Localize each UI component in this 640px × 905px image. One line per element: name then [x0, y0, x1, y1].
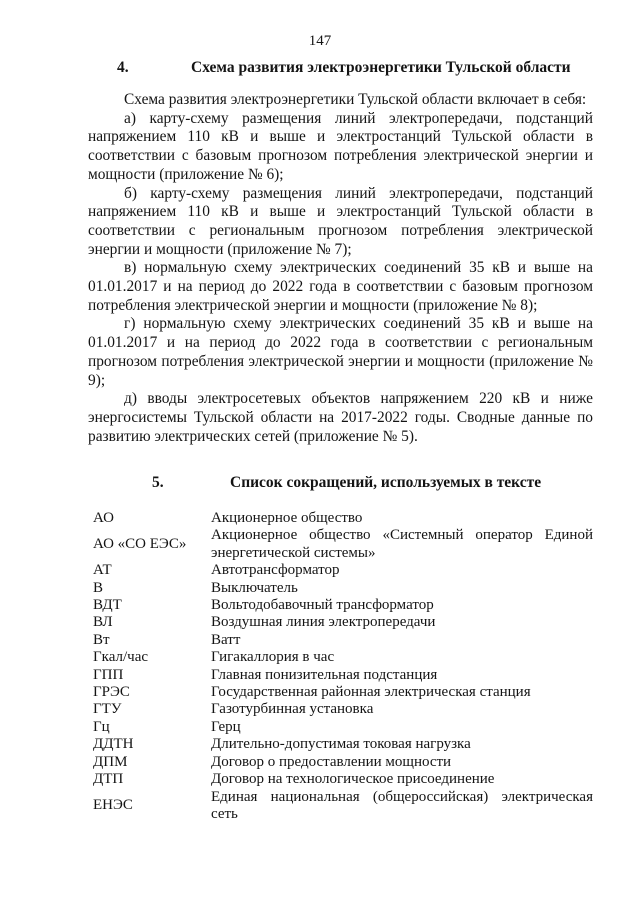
abbreviation: ДПМ: [93, 753, 128, 770]
abbreviation-description: Газотурбинная установка: [211, 701, 374, 718]
section-5-title: Список сокращений, используемых в тексте: [230, 474, 542, 491]
paragraph-item-a: а) карту-схему размещения линий электропередачи, подстанций напряжением 110 кВ и выше и электростанций Тульской области в соответствии с базовым прогнозом потребления электрической энергии и мощности (приложение № 6);: [88, 109, 593, 183]
abbreviation: ВЛ: [93, 614, 113, 631]
abbreviation-description: Единая национальная (общероссийская) электрическая сеть: [211, 788, 593, 822]
abbreviation: ЕНЭС: [93, 797, 133, 814]
abbreviation: ГТУ: [93, 701, 122, 718]
table-row: [93, 771, 593, 788]
table-row: [93, 510, 593, 527]
abbreviation-description: Автотрансформатор: [211, 562, 340, 579]
table-row: [93, 597, 593, 614]
table-row: [93, 701, 593, 718]
table-row: [93, 632, 593, 649]
abbreviation: Гкал/час: [93, 649, 149, 666]
abbreviation-description: Акционерное общество: [211, 510, 363, 526]
section-4-body: [88, 91, 593, 446]
paragraph-item-b: б) карту-схему размещения линий электропередачи, подстанций напряжением 110 кВ и выше и электростанций Тульской области в соответствии с региональным прогнозом потребления электрической энергии и мощности (приложение № 7);: [88, 184, 593, 258]
paragraph-item-d: д) вводы электросетевых объектов напряжением 220 кВ и ниже энергосистемы Тульской области на 2017-2022 годы. Сводные данные по развитию электрических сетей (приложение № 5).: [88, 390, 593, 445]
abbreviation-description: Вольтодобавочный трансформатор: [211, 597, 434, 614]
abbreviation-description: Ватт: [211, 631, 241, 648]
table-row: [93, 719, 593, 736]
table-row: [93, 614, 593, 631]
paragraph-intro: Схема развития электроэнергетики Тульской области включает в себя:: [124, 91, 587, 108]
table-row: [93, 736, 593, 753]
table-row: [93, 667, 593, 684]
abbreviation-description: Договор на технологическое присоединение: [211, 771, 495, 788]
paragraph-item-g: г) нормальную схему электрических соединений 35 кВ и выше на 01.01.2017 и на период до 2022 года в соответствии с региональным прогнозом потребления электрической энергии и мощности (приложение № 9);: [88, 315, 593, 389]
abbreviation: ДТП: [93, 771, 124, 788]
abbreviation-description: Воздушная линия электропередачи: [211, 614, 436, 631]
table-row: [93, 649, 593, 666]
section-4-title: Схема развития электроэнергетики Тульской области: [191, 59, 571, 76]
abbreviation-description: Длительно-допустимая токовая нагрузка: [211, 736, 471, 753]
abbreviation: ВДТ: [93, 597, 122, 614]
abbreviation: АО: [93, 510, 114, 526]
abbreviation-description: Главная понизительная подстанция: [211, 666, 438, 683]
table-row: [93, 754, 593, 771]
abbreviation-description: Герц: [211, 718, 241, 735]
table-row: [93, 684, 593, 701]
abbreviation: АТ: [93, 562, 112, 579]
abbreviation: ГПП: [93, 666, 124, 683]
abbreviation-description: Выключатель: [211, 579, 298, 596]
abbreviation-description: Государственная районная электрическая станция: [211, 684, 531, 701]
abbreviation: Вт: [93, 631, 110, 648]
table-row: [93, 562, 593, 579]
section-4-number: 4.: [117, 59, 129, 76]
abbreviation-description: Гигакаллория в час: [211, 649, 335, 666]
abbreviation: ГРЭС: [93, 684, 130, 701]
page-number: 147: [308, 33, 332, 49]
abbreviation: АО «СО ЕЭС»: [93, 536, 187, 553]
table-row: [93, 789, 593, 824]
table-row: [93, 527, 593, 562]
abbreviation: В: [93, 579, 104, 596]
abbreviation: Гц: [93, 718, 110, 735]
paragraph-item-v: в) нормальную схему электрических соединений 35 кВ и выше на 01.01.2017 и на период до 2022 года в соответствии с базовым прогнозом потребления электрической энергии и мощности (приложение № 8);: [88, 259, 593, 314]
section-5-heading: [0, 474, 640, 494]
abbreviation-description: Акционерное общество «Системный оператор Единой энергетической системы»: [211, 527, 593, 561]
section-4-heading: [0, 59, 640, 79]
abbreviation: ДДТН: [93, 736, 134, 753]
abbreviations-table: [93, 510, 593, 823]
table-row: [93, 580, 593, 597]
abbreviation-description: Договор о предоставлении мощности: [211, 753, 452, 770]
section-5-number: 5.: [152, 474, 164, 491]
